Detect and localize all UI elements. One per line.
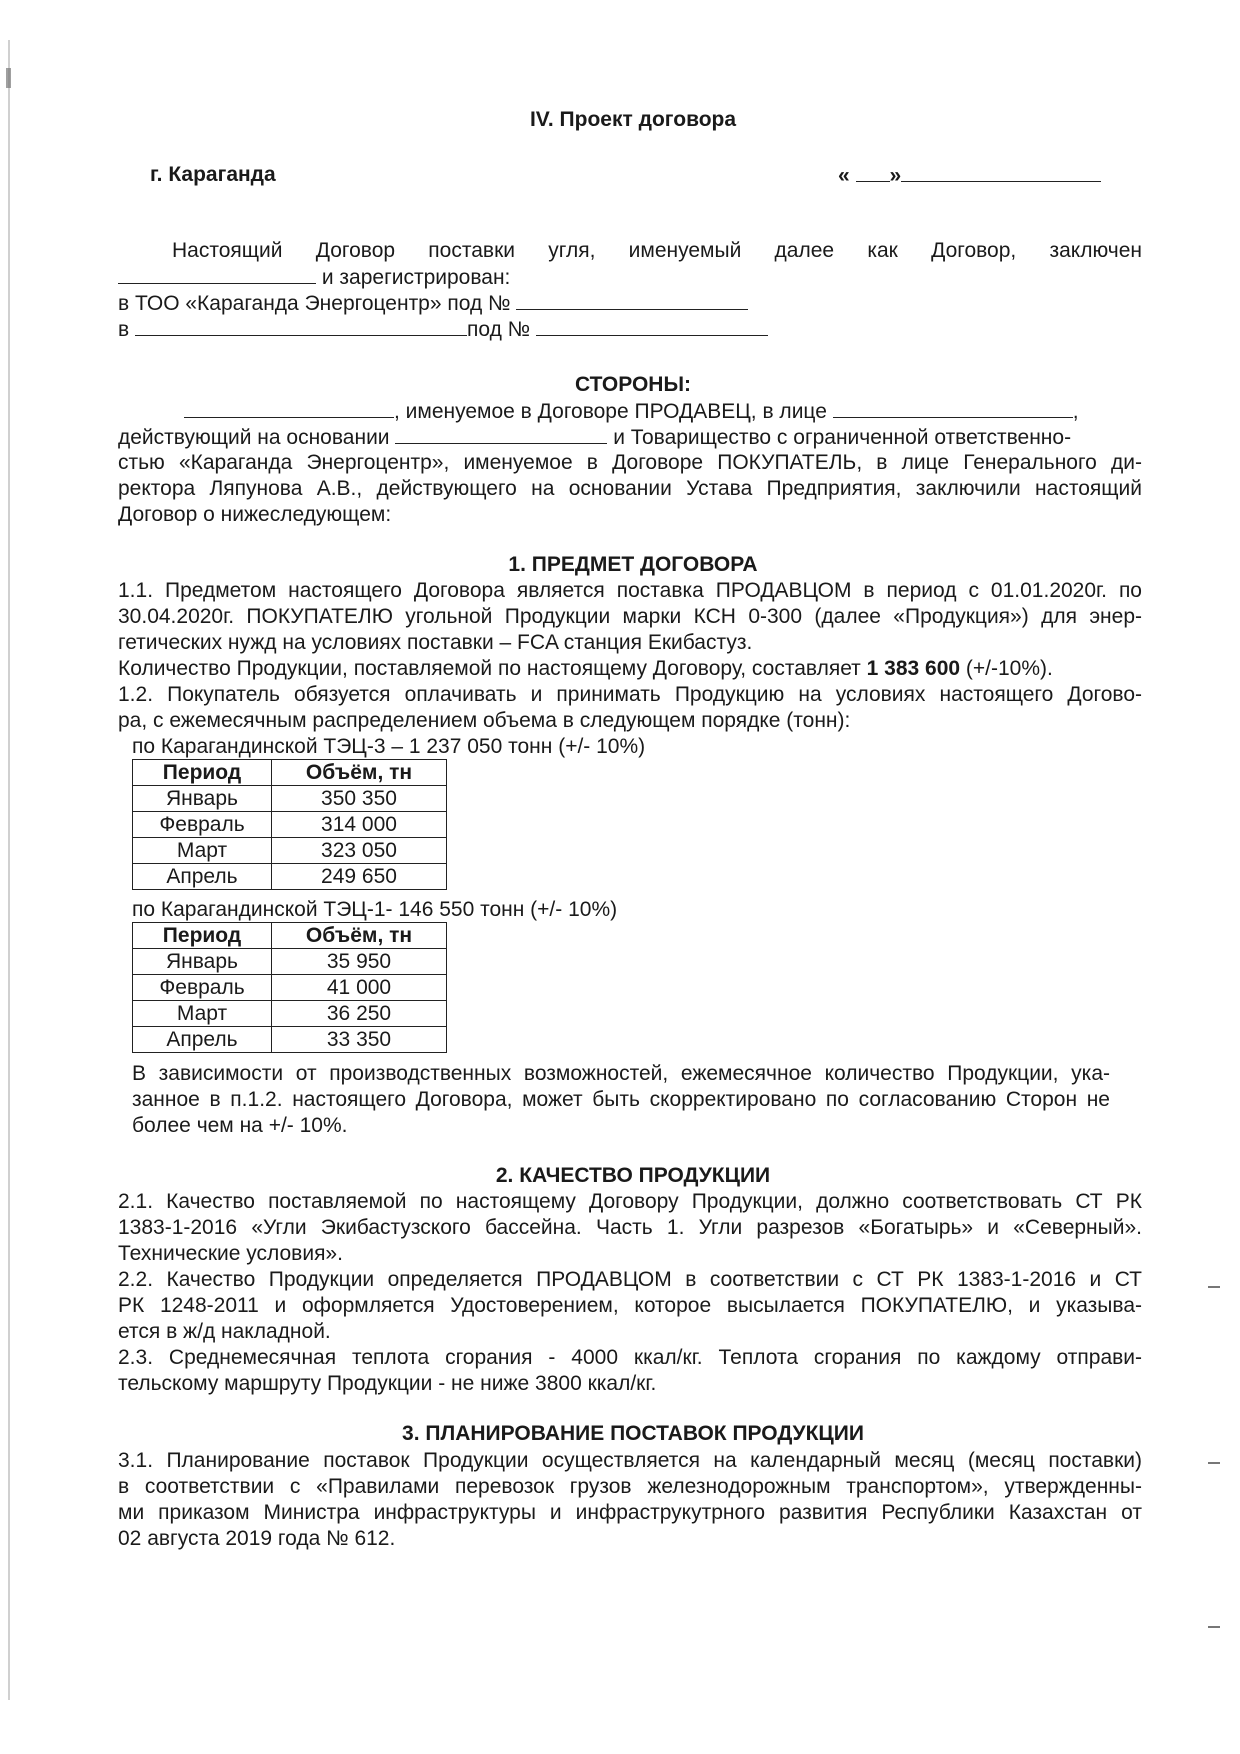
scan-edge-left bbox=[8, 40, 10, 1700]
parties-line-1-text: , именуемое в Договоре ПРОДАВЕЦ, в лице bbox=[394, 400, 827, 423]
intro-line-3 bbox=[118, 290, 748, 317]
s2-line-7: 2.3. Среднемесячная теплота сгорания - 4000 ккал/кг. Теплота сгорания по каждому отправи- bbox=[118, 1346, 1142, 1369]
s2-line-1: 2.1. Качество поставляемой по настоящему Договору Продукции, должно соответствовать СТ РК bbox=[118, 1190, 1142, 1213]
date-line bbox=[838, 162, 1101, 189]
period-cell: Январь bbox=[133, 949, 272, 975]
col-period-header: Период bbox=[133, 923, 272, 949]
section-1-heading: 1. ПРЕДМЕТ ДОГОВОРА bbox=[508, 553, 758, 576]
volume-cell: 323 050 bbox=[272, 838, 447, 864]
col-period-header: Период bbox=[133, 760, 272, 786]
date-day-blank bbox=[856, 162, 890, 182]
period-cell: Апрель bbox=[133, 864, 272, 890]
parties-line-2-tail: и Товарищество с ограниченной ответственно- bbox=[613, 426, 1072, 449]
s3-line-1: 3.1. Планирование поставок Продукции осуществляется на календарный месяц (месяц поставки) bbox=[118, 1449, 1142, 1472]
parties-line-1 bbox=[184, 398, 1079, 425]
table-row bbox=[133, 838, 447, 864]
s1-line-4-tail: (+/-10%). bbox=[960, 657, 1053, 680]
scan-mark-right-3 bbox=[1208, 1626, 1220, 1628]
s1-line-2: 30.04.2020г. ПОКУПАТЕЛЮ угольной Продукции марки КСН 0-300 (далее «Продукция») для энер- bbox=[118, 605, 1142, 628]
parties-heading: СТОРОНЫ: bbox=[574, 373, 692, 396]
period-cell: Февраль bbox=[133, 812, 272, 838]
section-3-heading: 3. ПЛАНИРОВАНИЕ ПОСТАВОК ПРОДУКЦИИ bbox=[402, 1422, 864, 1445]
city-label: г. Караганда bbox=[150, 163, 276, 186]
seller-representative-blank bbox=[833, 398, 1073, 418]
s2-line-6: ется в ж/д накладной. bbox=[118, 1320, 331, 1343]
s1-line-1: 1.1. Предметом настоящего Договора является поставка ПРОДАВЦОМ в период с 01.01.2020г. по bbox=[118, 579, 1142, 602]
intro-line-2 bbox=[118, 264, 510, 291]
seller-company-blank bbox=[135, 316, 467, 336]
period-cell: Апрель bbox=[133, 1027, 272, 1053]
table-row bbox=[133, 949, 447, 975]
volume-cell: 249 650 bbox=[272, 864, 447, 890]
s1-line-5: 1.2. Покупатель обязуется оплачивать и принимать Продукцию на условиях настоящего Догово- bbox=[118, 683, 1142, 706]
s3-line-3: ми приказом Министра инфраструктуры и инфраструкутрного развития Республики Казахстан от bbox=[118, 1501, 1142, 1524]
table-header-row bbox=[133, 923, 447, 949]
s3-line-4: 02 августа 2019 года № 612. bbox=[118, 1527, 396, 1550]
s2-line-4: 2.2. Качество Продукции определяется ПРОДАВЦОМ в соответствии с СТ РК 1383-1-2016 и СТ bbox=[118, 1268, 1142, 1291]
buyer-reg-number-blank bbox=[516, 290, 748, 310]
date-quote-close: » bbox=[889, 164, 902, 187]
period-cell: Март bbox=[133, 1001, 272, 1027]
parties-line-2 bbox=[118, 424, 1071, 451]
intro-line-1: Настоящий Договор поставки угля, именуемый далее как Договор, заключен bbox=[172, 239, 1142, 262]
volume-cell: 35 950 bbox=[272, 949, 447, 975]
s1-note-line-2: занное в п.1.2. настоящего Договора, может быть скорректировано по согласованию Сторон не bbox=[132, 1088, 1110, 1111]
date-quote-open: « bbox=[838, 164, 850, 187]
s1-line-4 bbox=[118, 656, 1053, 682]
table-2-caption: по Карагандинской ТЭЦ-1- 146 550 тонн (+/- 10%) bbox=[132, 898, 618, 921]
volume-cell: 33 350 bbox=[272, 1027, 447, 1053]
intro-line-4 bbox=[118, 316, 768, 343]
parties-line-4: ректора Ляпунова А.В., действующего на основании Устава Предприятия, заключили настоящий bbox=[118, 477, 1142, 500]
contract-date-blank bbox=[118, 264, 316, 284]
parties-line-1-comma: , bbox=[1072, 400, 1079, 423]
period-cell: Февраль bbox=[133, 975, 272, 1001]
table-row bbox=[133, 1001, 447, 1027]
col-volume-header: Объём, тн bbox=[272, 923, 447, 949]
s2-line-3: Технические условия». bbox=[118, 1242, 343, 1265]
s2-line-8: тельскому маршруту Продукции - не ниже 3800 ккал/кг. bbox=[118, 1372, 657, 1395]
table-row bbox=[133, 786, 447, 812]
table-1-caption: по Карагандинской ТЭЦ-3 – 1 237 050 тонн (+/- 10%) bbox=[132, 735, 646, 758]
table-row bbox=[133, 812, 447, 838]
volume-cell: 314 000 bbox=[272, 812, 447, 838]
document-title: IV. Проект договора bbox=[529, 108, 737, 131]
table-row bbox=[133, 864, 447, 890]
seller-reg-number-blank bbox=[536, 316, 768, 336]
intro-line-4-prefix: в bbox=[118, 318, 130, 341]
table-row bbox=[133, 975, 447, 1001]
s1-line-6: ра, с ежемесячным распределением объема в следующем порядке (тонн): bbox=[118, 709, 851, 732]
s1-line-4-text: Количество Продукции, поставляемой по настоящему Договору, составляет bbox=[118, 657, 867, 680]
scan-mark-right-2 bbox=[1208, 1462, 1220, 1464]
date-month-blank bbox=[901, 162, 1101, 182]
table-row bbox=[133, 1027, 447, 1053]
volume-cell: 350 350 bbox=[272, 786, 447, 812]
parties-line-3: стью «Караганда Энергоцентр», именуемое в Договоре ПОКУПАТЕЛЬ, в лице Генерального ди- bbox=[118, 451, 1142, 474]
s1-note-line-1: В зависимости от производственных возможностей, ежемесячное количество Продукции, ука- bbox=[132, 1062, 1110, 1085]
intro-line-2-text: и зарегистрирован: bbox=[321, 266, 511, 289]
total-quantity: 1 383 600 bbox=[866, 657, 961, 680]
section-2-heading: 2. КАЧЕСТВО ПРОДУКЦИИ bbox=[495, 1164, 771, 1187]
volume-table-tec1 bbox=[132, 922, 447, 1053]
parties-line-2-text: действующий на основании bbox=[118, 426, 390, 449]
period-cell: Март bbox=[133, 838, 272, 864]
scan-edge-left-mark bbox=[6, 68, 11, 88]
s2-line-5: РК 1248-2011 и оформляется Удостоверением, которое высылается ПОКУПАТЕЛЮ, и указыва- bbox=[118, 1294, 1142, 1317]
table-header-row bbox=[133, 760, 447, 786]
period-cell: Январь bbox=[133, 786, 272, 812]
seller-basis-blank bbox=[395, 424, 607, 444]
scan-mark-right-1 bbox=[1208, 1286, 1220, 1288]
intro-line-3-text: в ТОО «Караганда Энергоцентр» под № bbox=[118, 292, 511, 315]
volume-table-tec3 bbox=[132, 759, 447, 890]
volume-cell: 36 250 bbox=[272, 1001, 447, 1027]
s2-line-2: 1383-1-2016 «Угли Экибастузского бассейна. Часть 1. Угли разрезов «Богатырь» и «Северный». bbox=[118, 1216, 1142, 1239]
s1-note-line-3: более чем на +/- 10%. bbox=[132, 1114, 348, 1137]
s1-line-3: гетических нужд на условиях поставки – FCA станция Екибастуз. bbox=[118, 631, 753, 654]
col-volume-header: Объём, тн bbox=[272, 760, 447, 786]
s3-line-2: в соответствии с «Правилами перевозок грузов железнодорожным транспортом», утвержденны- bbox=[118, 1475, 1142, 1498]
volume-cell: 41 000 bbox=[272, 975, 447, 1001]
intro-line-4-suffix: под № bbox=[467, 318, 531, 341]
parties-line-5: Договор о нижеследующем: bbox=[118, 503, 392, 526]
seller-name-blank bbox=[184, 398, 394, 418]
